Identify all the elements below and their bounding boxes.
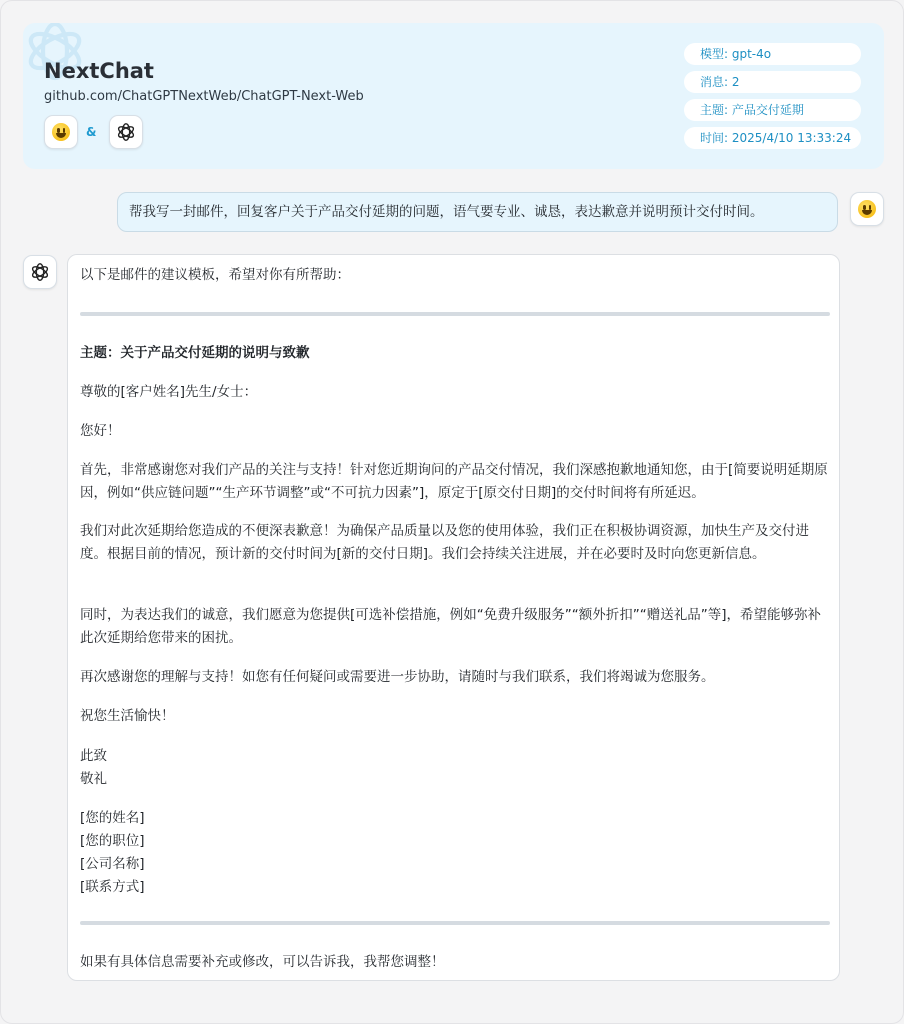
email-closing-2: 敬礼 (80, 771, 107, 787)
email-salutation: 尊敬的[客户姓名]先生/女士： (80, 384, 258, 400)
app-title: NextChat (44, 59, 154, 83)
divider (80, 921, 830, 925)
email-paragraph-4: 再次感谢您的理解与支持！如您有任何疑问或需要进一步协助，请随时与我们联系，我们将竭诚为您服务。 (80, 669, 715, 685)
divider (80, 312, 830, 316)
assistant-message (67, 254, 840, 981)
chat-header (23, 23, 884, 169)
openai-logo-icon (109, 115, 143, 149)
signature-company: [公司名称] (80, 856, 145, 872)
email-greeting: 您好！ (80, 423, 121, 439)
signature-name: [您的姓名] (80, 810, 145, 826)
email-closing-1: 此致 (80, 748, 107, 764)
topic-badge: 主题: 产品交付延期 (684, 99, 861, 121)
email-paragraph-2: 我们对此次延期给您造成的不便深表歉意！为确保产品质量以及您的使用体验，我们正在积极协调资源，加快生产及交付进度。根据目前的情况，预计新的交付时间为[新的交付日期]。我们会持续关注进展，并在必要时及时向您更新信息。 (80, 523, 809, 562)
ampersand: & (86, 125, 97, 139)
message-intro: 以下是邮件的建议模板，希望对你有所帮助： (80, 267, 350, 283)
time-badge: 时间: 2025/4/10 13:33:24 (684, 127, 861, 149)
email-wish: 祝您生活愉快！ (80, 708, 175, 724)
message-count-badge: 消息: 2 (684, 71, 861, 93)
bot-avatar-icon (23, 255, 57, 289)
model-badge: 模型: gpt-4o (684, 43, 861, 65)
email-paragraph-1: 首先，非常感谢您对我们产品的关注与支持！针对您近期询问的产品交付情况，我们深感抱歉地通知您，由于[简要说明延期原因，例如“供应链问题”“生产环节调整”或“不可抗力因素”]，原定于[原交付日期]的交付时间将有所延迟。 (80, 462, 828, 501)
email-subject: 主题：关于产品交付延期的说明与致歉 (80, 345, 310, 361)
message-outro: 如果有具体信息需要补充或修改，可以告诉我，我帮您调整！ (80, 954, 445, 970)
user-avatar-icon (44, 115, 78, 149)
repo-link[interactable]: github.com/ChatGPTNextWeb/ChatGPT-Next-Web (44, 89, 364, 104)
user-avatar-icon (850, 192, 884, 226)
user-message: 帮我写一封邮件，回复客户关于产品交付延期的问题，语气要专业、诚恳，表达歉意并说明预计交付时间。 (117, 192, 838, 232)
email-paragraph-3: 同时，为表达我们的诚意，我们愿意为您提供[可选补偿措施，例如“免费升级服务”“额外折扣”“赠送礼品”等]，希望能够弥补此次延期给您带来的困扰。 (80, 607, 821, 646)
signature-contact: [联系方式] (80, 879, 145, 895)
signature-title: [您的职位] (80, 833, 145, 849)
